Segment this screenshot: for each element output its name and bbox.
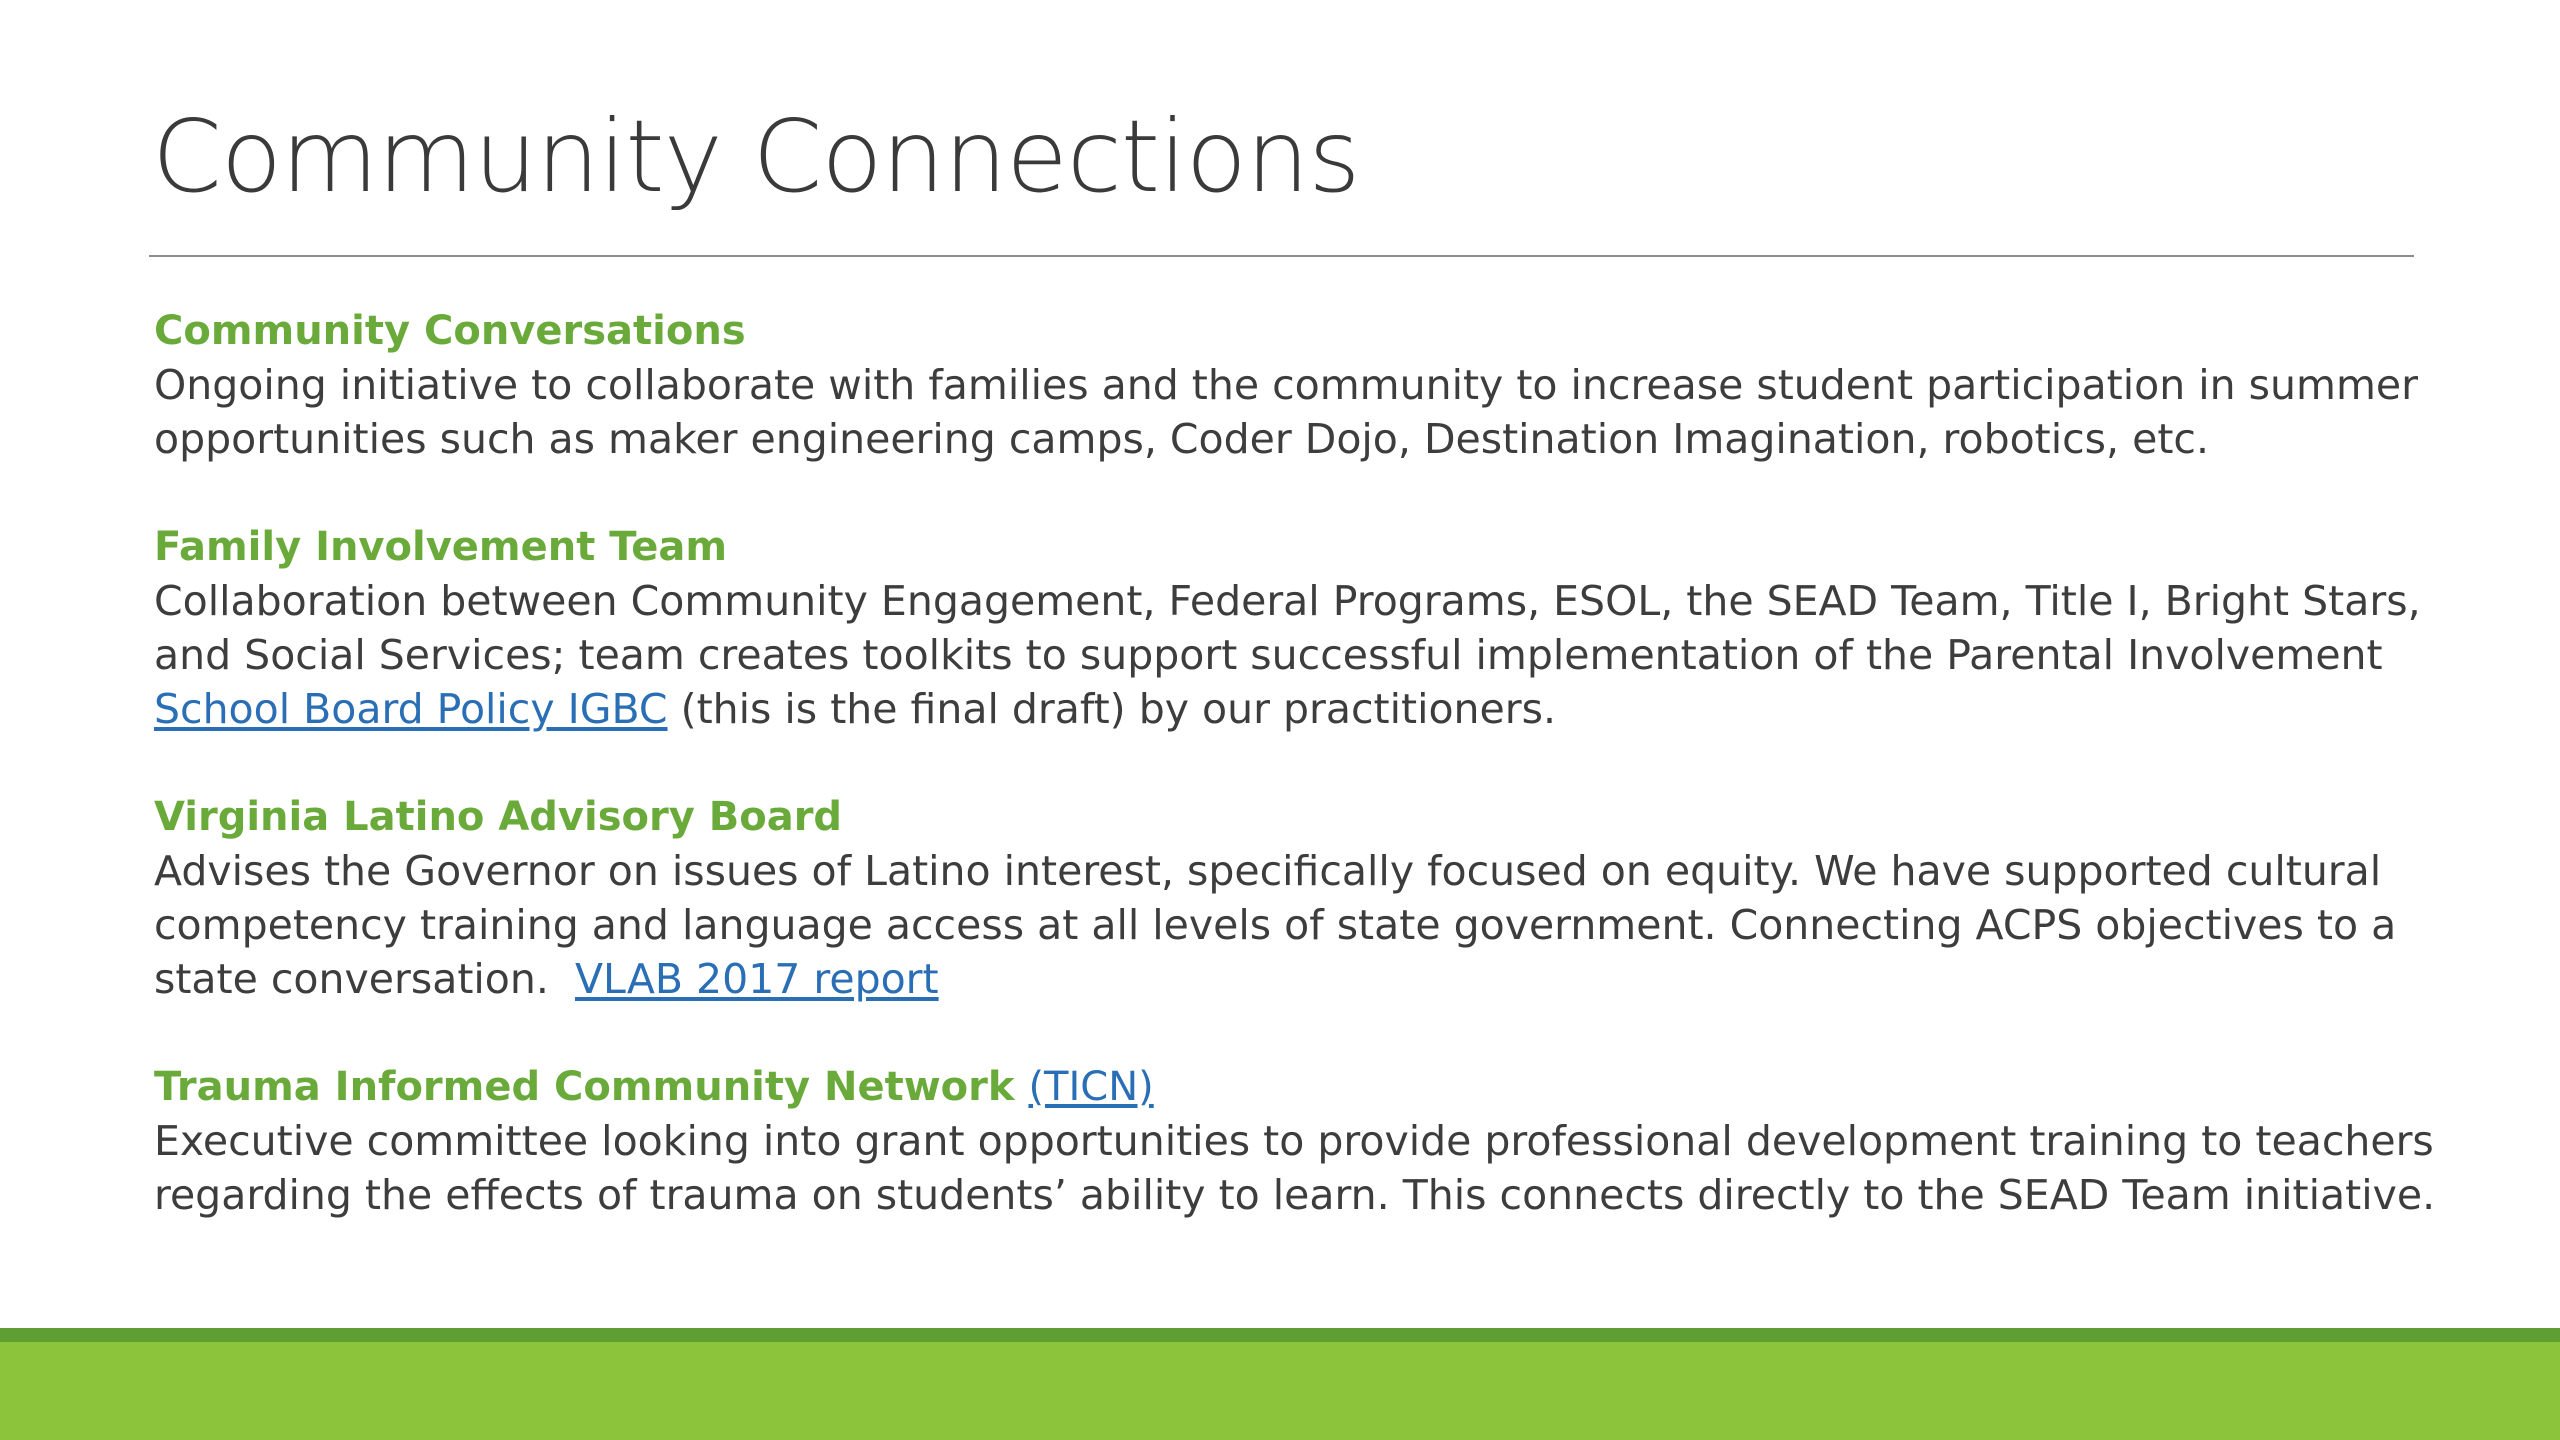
- footer-band: [0, 1342, 2560, 1440]
- section-trauma-informed-community-network: [154, 1060, 2454, 1222]
- body-line: [154, 682, 2454, 736]
- school-board-policy-link[interactable]: School Board Policy IGBC: [154, 685, 668, 733]
- body-line: Collaboration between Community Engagement, Federal Programs, ESOL, the SEAD Team, Title I, Bright Stars,: [154, 577, 2421, 625]
- section-heading: Virginia Latino Advisory Board: [154, 794, 843, 840]
- body-text: (this is the final draft) by our practitioners.: [667, 685, 1557, 733]
- body-line: and Social Services; team creates toolkits to support successful implementation of the Parental Involvement: [154, 631, 2383, 679]
- body-line: [154, 952, 2454, 1006]
- body-line: Ongoing initiative to collaborate with families and the community to increase student participation in summer: [154, 361, 2418, 409]
- section-virginia-latino-advisory-board: [154, 790, 2454, 1006]
- ticn-link[interactable]: (TICN): [1028, 1064, 1154, 1110]
- slide-content: [154, 304, 2454, 1276]
- section-heading: Family Involvement Team: [154, 524, 728, 570]
- vlab-report-link[interactable]: VLAB 2017 report: [574, 955, 939, 1003]
- slide-title: Community Connections: [152, 98, 1360, 215]
- section-heading: Community Conversations: [154, 308, 746, 354]
- body-line: Advises the Governor on issues of Latino interest, specifically focused on equity. We have supported cultural: [154, 847, 2382, 895]
- section-body: [154, 1114, 2454, 1222]
- section-body: [154, 844, 2454, 1006]
- title-divider: [149, 255, 2414, 257]
- body-line: opportunities such as maker engineering camps, Coder Dojo, Destination Imagination, robotics, etc.: [154, 415, 2209, 463]
- body-text: state conversation.: [154, 955, 575, 1003]
- section-body: [154, 574, 2454, 736]
- section-body: [154, 358, 2454, 466]
- section-community-conversations: [154, 304, 2454, 466]
- body-line: regarding the effects of trauma on students’ ability to learn. This connects directly to the SEAD Team initiative.: [154, 1171, 2436, 1219]
- section-family-involvement-team: [154, 520, 2454, 736]
- section-heading: [154, 1060, 2454, 1114]
- body-line: Executive committee looking into grant opportunities to provide professional development training to teachers: [154, 1117, 2434, 1165]
- footer-accent-stripe: [0, 1328, 2560, 1342]
- section-heading-text: Trauma Informed Community Network: [154, 1064, 1015, 1110]
- body-line: competency training and language access at all levels of state government. Connecting ACPS objectives to a: [154, 901, 2397, 949]
